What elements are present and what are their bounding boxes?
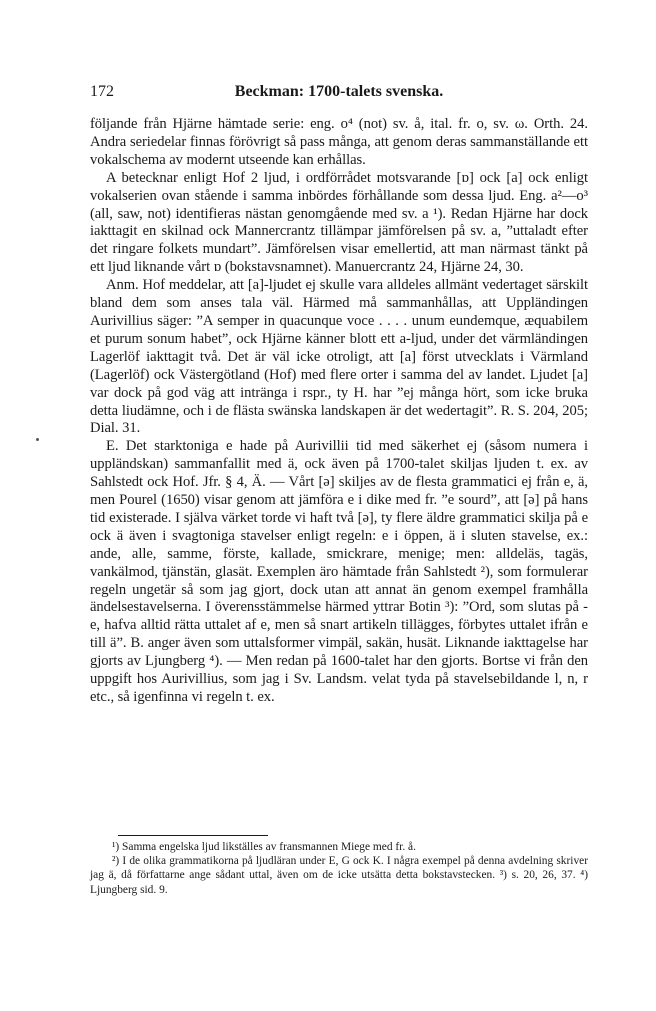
page-number: 172 bbox=[90, 83, 114, 100]
footnotes bbox=[90, 840, 588, 897]
page-header bbox=[90, 82, 588, 102]
margin-mark bbox=[36, 438, 39, 441]
footnote-divider bbox=[118, 835, 268, 836]
paragraph: följande från Hjärne hämtade serie: eng. o⁴ (not) sv. å, ital. fr. o, sv. ω. Orth. 24. Andra seriedelar finnas förövrigt så pass många, att genom deras sammanställande ett vokalschema av modernt utseende kan erhållas. bbox=[90, 116, 588, 168]
body-text bbox=[90, 116, 588, 707]
footnote: ¹) Samma engelska ljud likställes av fransmannen Miege med fr. å. bbox=[112, 841, 416, 853]
paragraph: E. Det starktoniga e hade på Aurivillii tid med säkerhet ej (såsom numera i uppländskan) sammanfallit med ä, ock även på 1700-talet skiljas ljuden t. ex. av Sahlstedt ock Hof. Jfr. § 4, Ä. — Vårt [ə] skiljes av de flesta grammatici ej från e, ä, men Pourel (1650) visar genom att jämföra e i dike med fr. ”e sourd”, att [ə] på hans tid existerade. I själva värket torde vi haft två [ə], ty flere äldre grammatici skilja på e ock ä även i svagtoniga stavelser enligt regeln: e i öppen, ä i sluten stavelse, ex.: ande, alle, samme, förste, kallade, smickrare, menige; men: alldeläs, tagäs, vankälmod, tjänstän, glasät. Exemplen äro hämtade från Sahlstedt ²), som formulerar regeln ungetär så som jag gjort, dock utan att annat än genom exempel framhålla ändelsestavelserna. I överensstämmelse härmed yttrar Botin ³): ”Ord, som slutas på -e, hafva alltid rätta uttalet af e, men så snart artikeln tillägges, förbytes uttalet ifrån e till ä”. B. anger även som uttalsformer vimpäl, sakän, husät. Liknande iakttagelse har gjorts av Ljungberg ⁴). — Men redan på 1600-talet har den gjorts. Bortse vi från den uppgift hos Aurivillius, som jag i Sv. Landsm. velat tyda på stavelsebildande l, n, r etc., så igenfinna vi regeln t. ex. bbox=[90, 438, 588, 705]
paragraph: A betecknar enligt Hof 2 ljud, i ordförrådet motsvarande [ɒ] ock [a] ock enligt vokalserien ovan stående i samma inbördes förhållande som dessa ljud. Eng. a²—o³ (all, saw, not) identifieras nästan genomgående med sv. a ¹). Redan Hjärne har dock iakttagit en skilnad ock Mannercrantz tillämpar jämförelsen på sv. a, ”uttaladt efter det ringare folkets mundart”. Jämförelsen visar emellertid, att man närmast tänkt på ett ljud liknande vårt ɒ (bokstavsnamnet). Manuercrantz 24, Hjärne 24, 30. bbox=[90, 169, 588, 276]
running-head: Beckman: 1700-talets svenska. bbox=[234, 83, 444, 100]
footnote: ²) I de olika grammatikorna på ljudläran under E, G ock K. I några exempel på denna avdelning skriver jag ä, då författarne ange sådant uttal, även om de icke utsätta detta bokstavstecken. ³) s. 20, 26, 37. ⁴) Ljungberg sid. 9. bbox=[90, 855, 588, 896]
paragraph: Anm. Hof meddelar, att [a]-ljudet ej skulle vara alldeles allmänt vedertaget särskilt bland dem som anses tala väl. Härmed må sammanhållas, att Uppländingen Aurivillius säger: ”A semper in quacunque voce . . . . unum eundemque, æquabilem et purum sonum habet”, ock Hjärne känner blott ett a-ljud, under det värmländingen Lagerlöf iakttagit två. Det är väl icke otroligt, att [a] först utvecklats i Värmland (Lagerlöf) ock Västergötland (Hof) med flere orter i samma del av landet. Ljudet [a] var dock på god väg att intränga i rspr., ty H. har ”ej många hört, som icke bruka detta liudämne, och i de flästa swänska landskapen är det wedertagit”. R. S. 204, 205; Dial. 31. bbox=[90, 277, 588, 437]
